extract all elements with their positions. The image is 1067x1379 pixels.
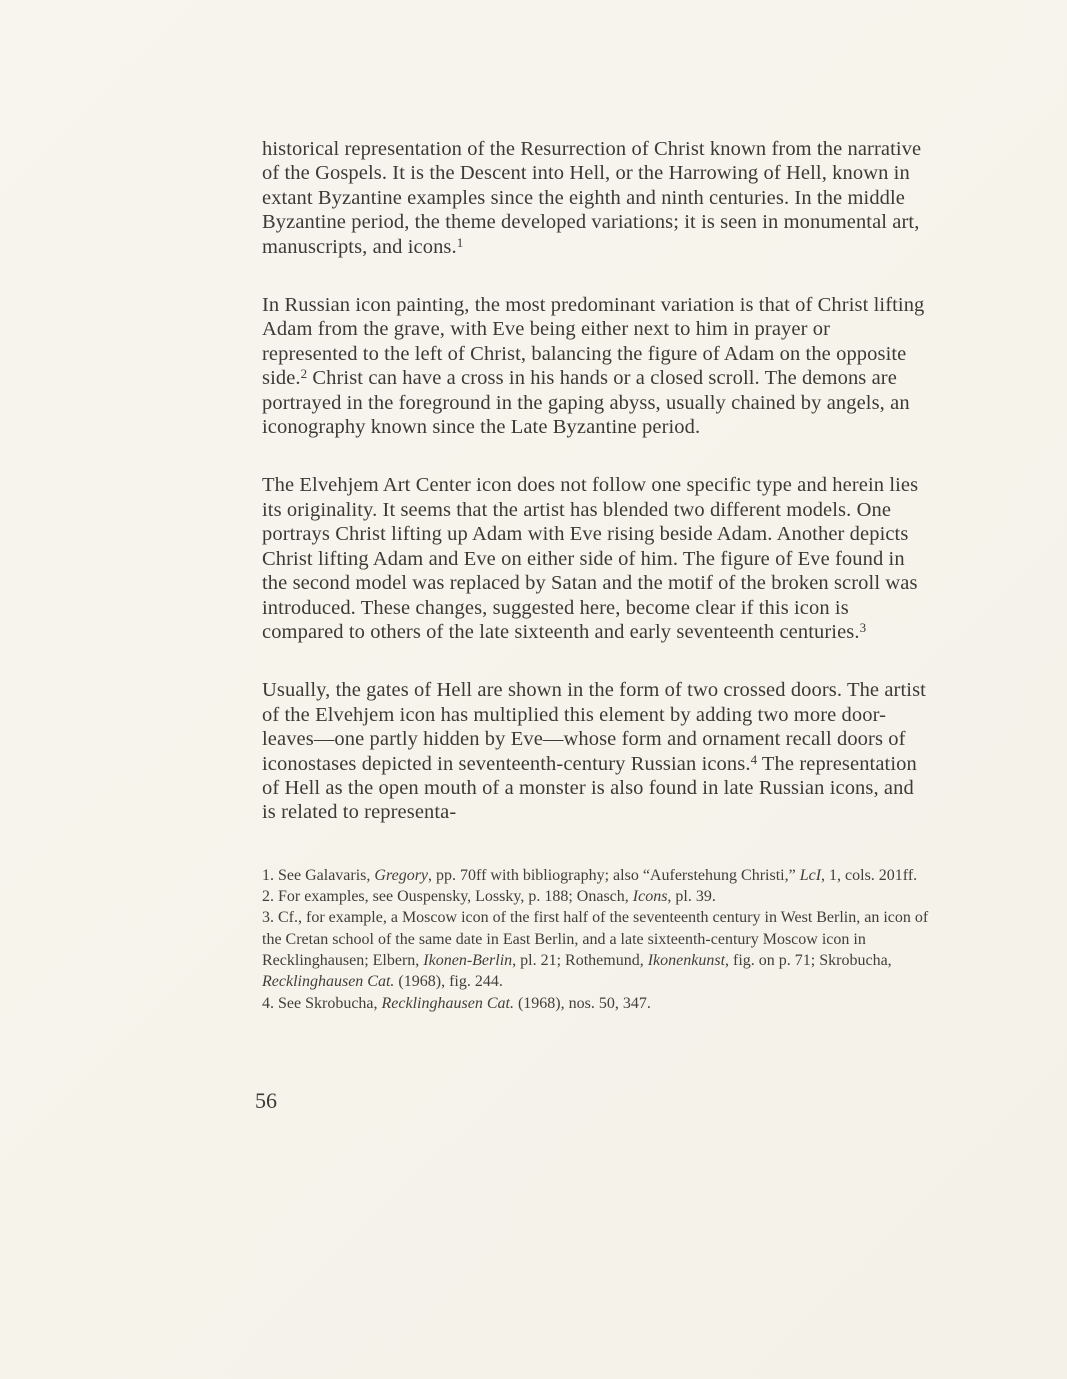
paragraph-2-text-b: Christ can have a cross in his hands or a closed scroll. The demons are portrayed in the foreground in the gaping abyss, usually chained by angels, an iconography known since the Late Byzantine period. <box>262 367 910 439</box>
footnote-ref-1: 1 <box>456 234 464 250</box>
footnote-4-text-a: 4. See Skrobucha, <box>262 994 382 1012</box>
paragraph-1-text: historical representation of the Resurrection of Christ known from the narrative of the Gospels. It is the Descent into Hell, or the Harrowing of Hell, known in extant Byzantine examples since the eighth and ninth centuries. In the middle Byzantine period, the theme developed variations; it is seen in monumental art, manuscripts, and icons. <box>262 138 922 258</box>
paragraph-4-text-b: The representation of Hell as the open mouth of a monster is also found in late Russian icons, and is related to representa- <box>262 752 917 824</box>
footnote-4-text-b: (1968), nos. 50, 347. <box>513 994 651 1012</box>
footnote-3 <box>262 907 934 992</box>
paragraph-2 <box>262 293 930 439</box>
footnote-4 <box>262 993 934 1014</box>
footnote-3-title-c: Recklinghausen Cat. <box>262 973 395 991</box>
paragraph-2-text-a: In Russian icon painting, the most predominant variation is that of Christ lifting Adam from the grave, with Eve being either next to him in prayer or represented to the left of Christ, balancing the figure of Adam on the opposite side. <box>262 294 925 390</box>
footnote-3-title-a: Ikonen-Berlin <box>423 951 513 969</box>
paragraph-4-text-a: Usually, the gates of Hell are shown in the form of two crossed doors. The artist of the Elvehjem icon has multiplied this element by adding two more door-leaves—one partly hidden by Eve—whose form and ornament recall doors of iconostases depicted in seventeenth-century Russian icons. <box>262 679 926 775</box>
footnote-3-text-b: , pl. 21; Rothemund, <box>512 951 648 969</box>
footnote-ref-4: 4 <box>750 751 758 767</box>
footnote-ref-2: 2 <box>300 366 308 382</box>
footnote-1 <box>262 865 934 886</box>
paragraph-1 <box>262 137 930 259</box>
paragraph-3 <box>262 473 930 644</box>
text-block <box>255 137 930 1114</box>
footnote-3-text-a: 3. Cf., for example, a Moscow icon of the first half of the seventeenth century in West Berlin, an icon of the Cretan school of the same date in East Berlin, and a late sixteenth-century Moscow icon in Recklinghausen; Elbern, <box>262 909 929 969</box>
footnote-1-text-a: 1. See Galavaris, <box>262 866 375 884</box>
footnote-1-text-c: , 1, cols. 201ff. <box>821 866 918 884</box>
footnote-2 <box>262 886 934 907</box>
footnote-1-text-b: , pp. 70ff with bibliography; also “Auferstehung Christi,” <box>428 866 800 884</box>
footnote-ref-3: 3 <box>859 619 867 635</box>
footnote-3-text-d: (1968), fig. 244. <box>394 973 503 991</box>
footnote-2-title: Icons <box>632 888 668 906</box>
page-number: 56 <box>255 1087 277 1113</box>
footnote-2-text-b: , pl. 39. <box>667 888 716 906</box>
footnote-3-text-c: , fig. on p. 71; Skrobucha, <box>725 951 892 969</box>
paragraph-4 <box>262 678 930 824</box>
paragraph-3-text: The Elvehjem Art Center icon does not follow one specific type and herein lies its originality. It seems that the artist has blended two different models. One portrays Christ lifting up Adam with Eve rising beside Adam. Another depicts Christ lifting Adam and Eve on either side of him. The figure of Eve found in the second model was replaced by Satan and the motif of the broken scroll was introduced. These changes, suggested here, become clear if this icon is compared to others of the late sixteenth and early seventeenth centuries. <box>262 474 919 643</box>
footnotes-section <box>262 865 934 1014</box>
footnote-3-title-b: Ikonenkunst <box>647 951 726 969</box>
footnote-1-title-b: LcI <box>799 866 822 884</box>
footnote-4-title: Recklinghausen Cat. <box>381 994 514 1012</box>
footnote-1-title-a: Gregory <box>374 866 429 884</box>
footnote-2-text-a: 2. For examples, see Ouspensky, Lossky, p. 188; Onasch, <box>262 888 633 906</box>
